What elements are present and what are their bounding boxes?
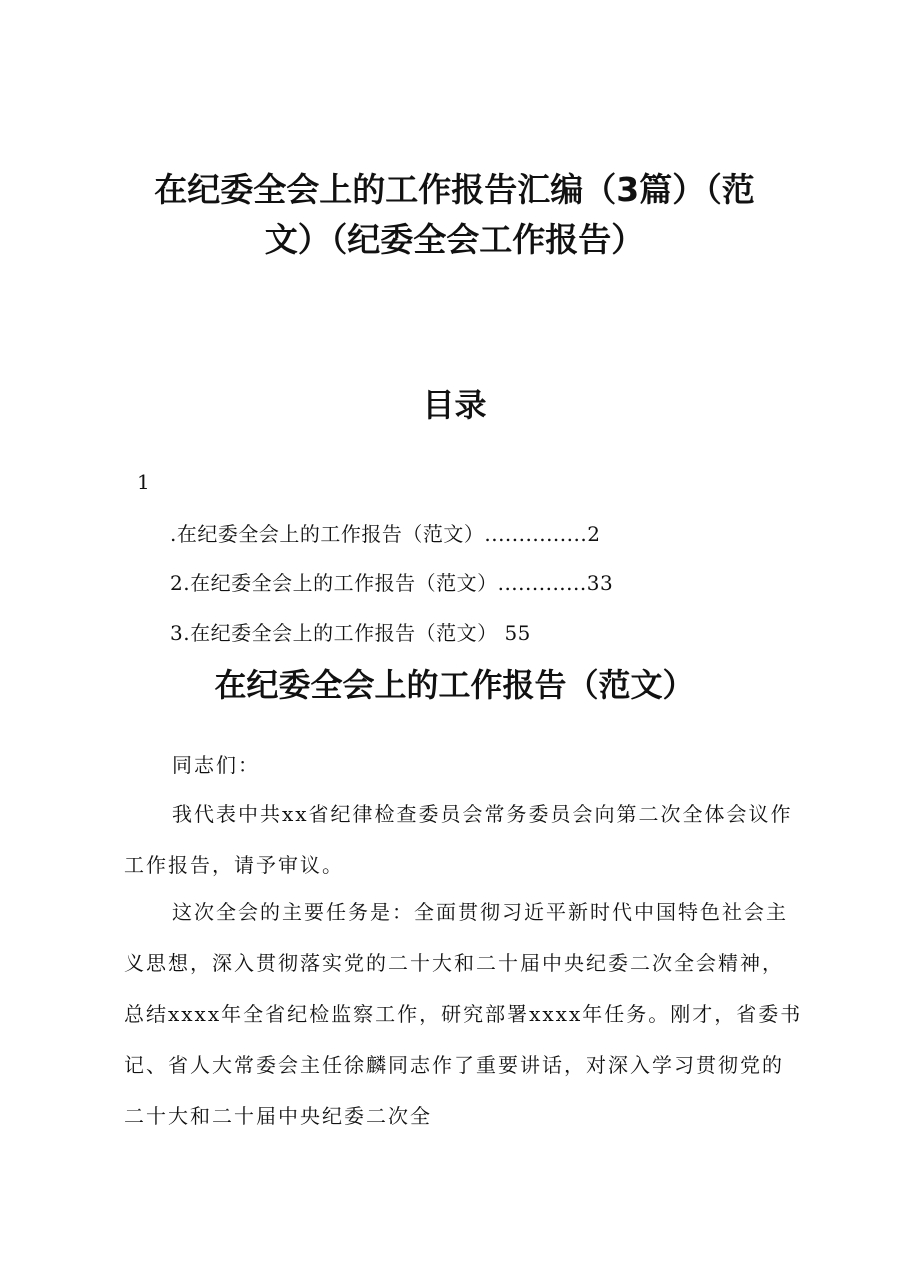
toc-entry[interactable]: 3.在纪委全会上的工作报告（范文） 55 xyxy=(170,621,531,645)
toc-entry[interactable]: .在纪委全会上的工作报告（范文）...............2 xyxy=(170,522,601,546)
body-paragraph: 我代表中共xx省纪律检查委员会常务委员会向第二次全体会议作工作报告，请予审议。 xyxy=(124,802,793,877)
document-title-line-1: 在纪委全会上的工作报告汇编（3篇）（范 xyxy=(154,170,755,209)
greeting: 同志们： xyxy=(172,753,260,777)
toc-entry[interactable]: 2.在纪委全会上的工作报告（范文）.............33 xyxy=(170,571,614,595)
section-title: 在纪委全会上的工作报告（范文） xyxy=(214,666,695,704)
body-paragraph: 这次全会的主要任务是：全面贯彻习近平新时代中国特色社会主义思想，深入贯彻落实党的二十大和二十届中央纪委二次全会精神，总结xxxx年全省纪检监察工作，研究部署xxxx年任务。刚才，省委书记、省人大常委会主任徐麟同志作了重要讲话，对深入学习贯彻党的二十大和二十届中央纪委二次全 xyxy=(124,900,803,1128)
toc-marker: 1 xyxy=(137,470,150,494)
document-title-line-2: 文）（纪委全会工作报告） xyxy=(264,220,645,259)
toc-heading: 目录 xyxy=(422,386,487,424)
